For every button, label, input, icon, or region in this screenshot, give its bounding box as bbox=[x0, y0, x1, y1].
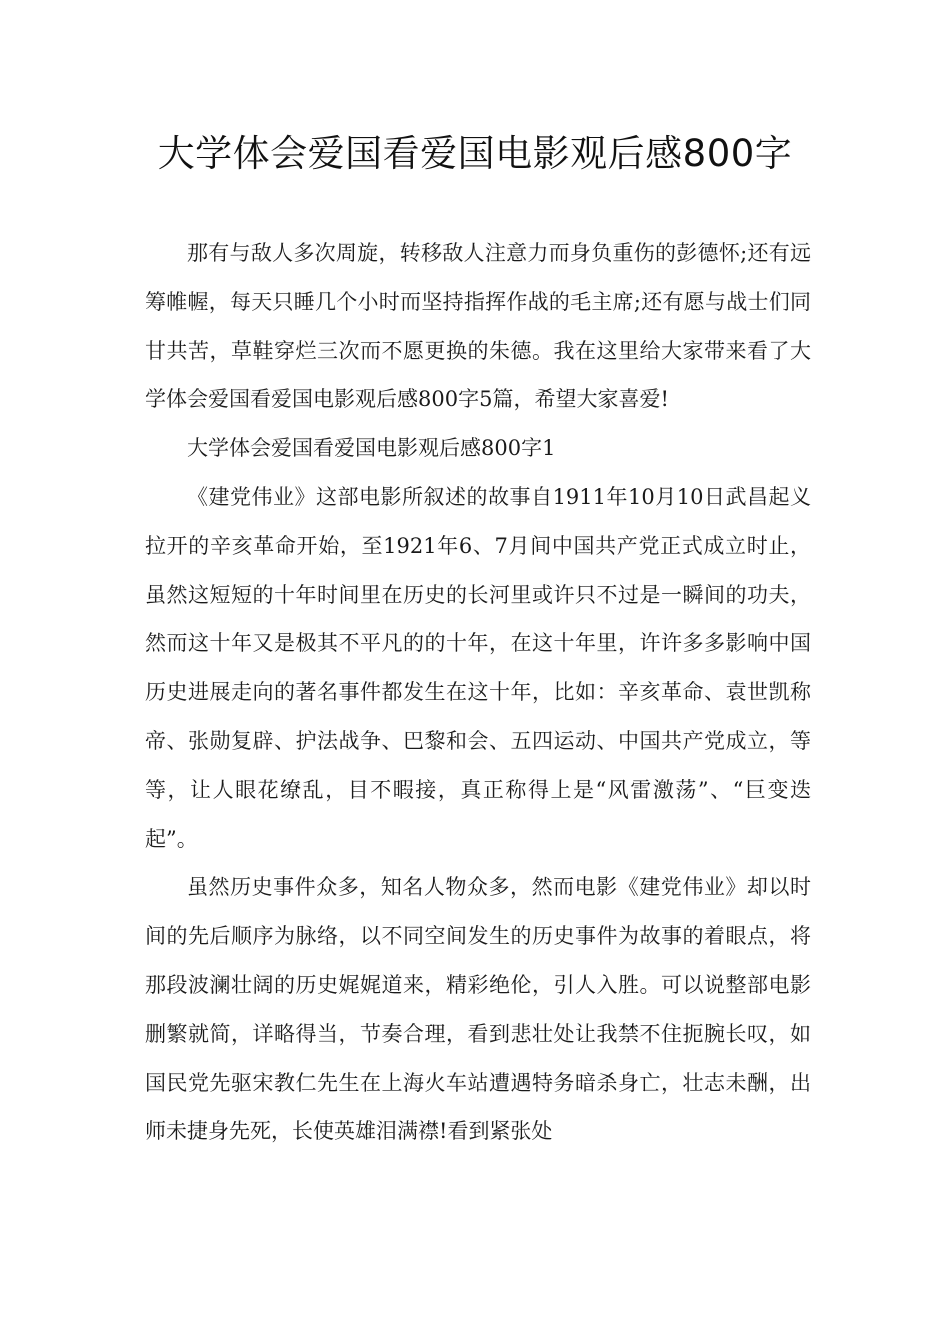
document-title: 大学体会爱国看爱国电影观后感800字 bbox=[157, 132, 793, 175]
document-body bbox=[145, 229, 811, 1156]
paragraph-intro: 那有与敌人多次周旋，转移敌人注意力而身负重伤的彭德怀;还有远筹帷幄，每天只睡几个小时而坚持指挥作战的毛主席;还有愿与战士们同甘共苦，草鞋穿烂三次而不愿更换的朱德。我在这里给大家带来看了大学体会爱国看爱国电影观后感800字5篇，希望大家喜爱! bbox=[145, 241, 811, 412]
paragraph-1: 《建党伟业》这部电影所叙述的故事自1911年10月10日武昌起义拉开的辛亥革命开始，至1921年6、7月间中国共产党正式成立时止，虽然这短短的十年时间里在历史的长河里或许只不过是一瞬间的功夫，然而这十年又是极其不平凡的的十年，在这十年里，许许多多影响中国历史进展走向的著名事件都发生在这十年，比如：辛亥革命、袁世凯称帝、张勋复辟、护法战争、巴黎和会、五四运动、中国共产党成立，等等，让人眼花缭乱，目不暇接，真正称得上是“风雷激荡”、“巨变迭起”。 bbox=[145, 484, 811, 851]
section-heading: 大学体会爱国看爱国电影观后感800字1 bbox=[187, 436, 556, 461]
paragraph-2: 虽然历史事件众多，知名人物众多，然而电影《建党伟业》却以时间的先后顺序为脉络，以不同空间发生的历史事件为故事的着眼点，将那段波澜壮阔的历史娓娓道来，精彩绝伦，引人入胜。可以说整部电影删繁就简，详略得当，节奏合理，看到悲壮处让我禁不住扼腕长叹，如国民党先驱宋教仁先生在上海火车站遭遇特务暗杀身亡，壮志未酬，出师未捷身先死，长使英雄泪满襟!看到紧张处 bbox=[145, 875, 811, 1144]
